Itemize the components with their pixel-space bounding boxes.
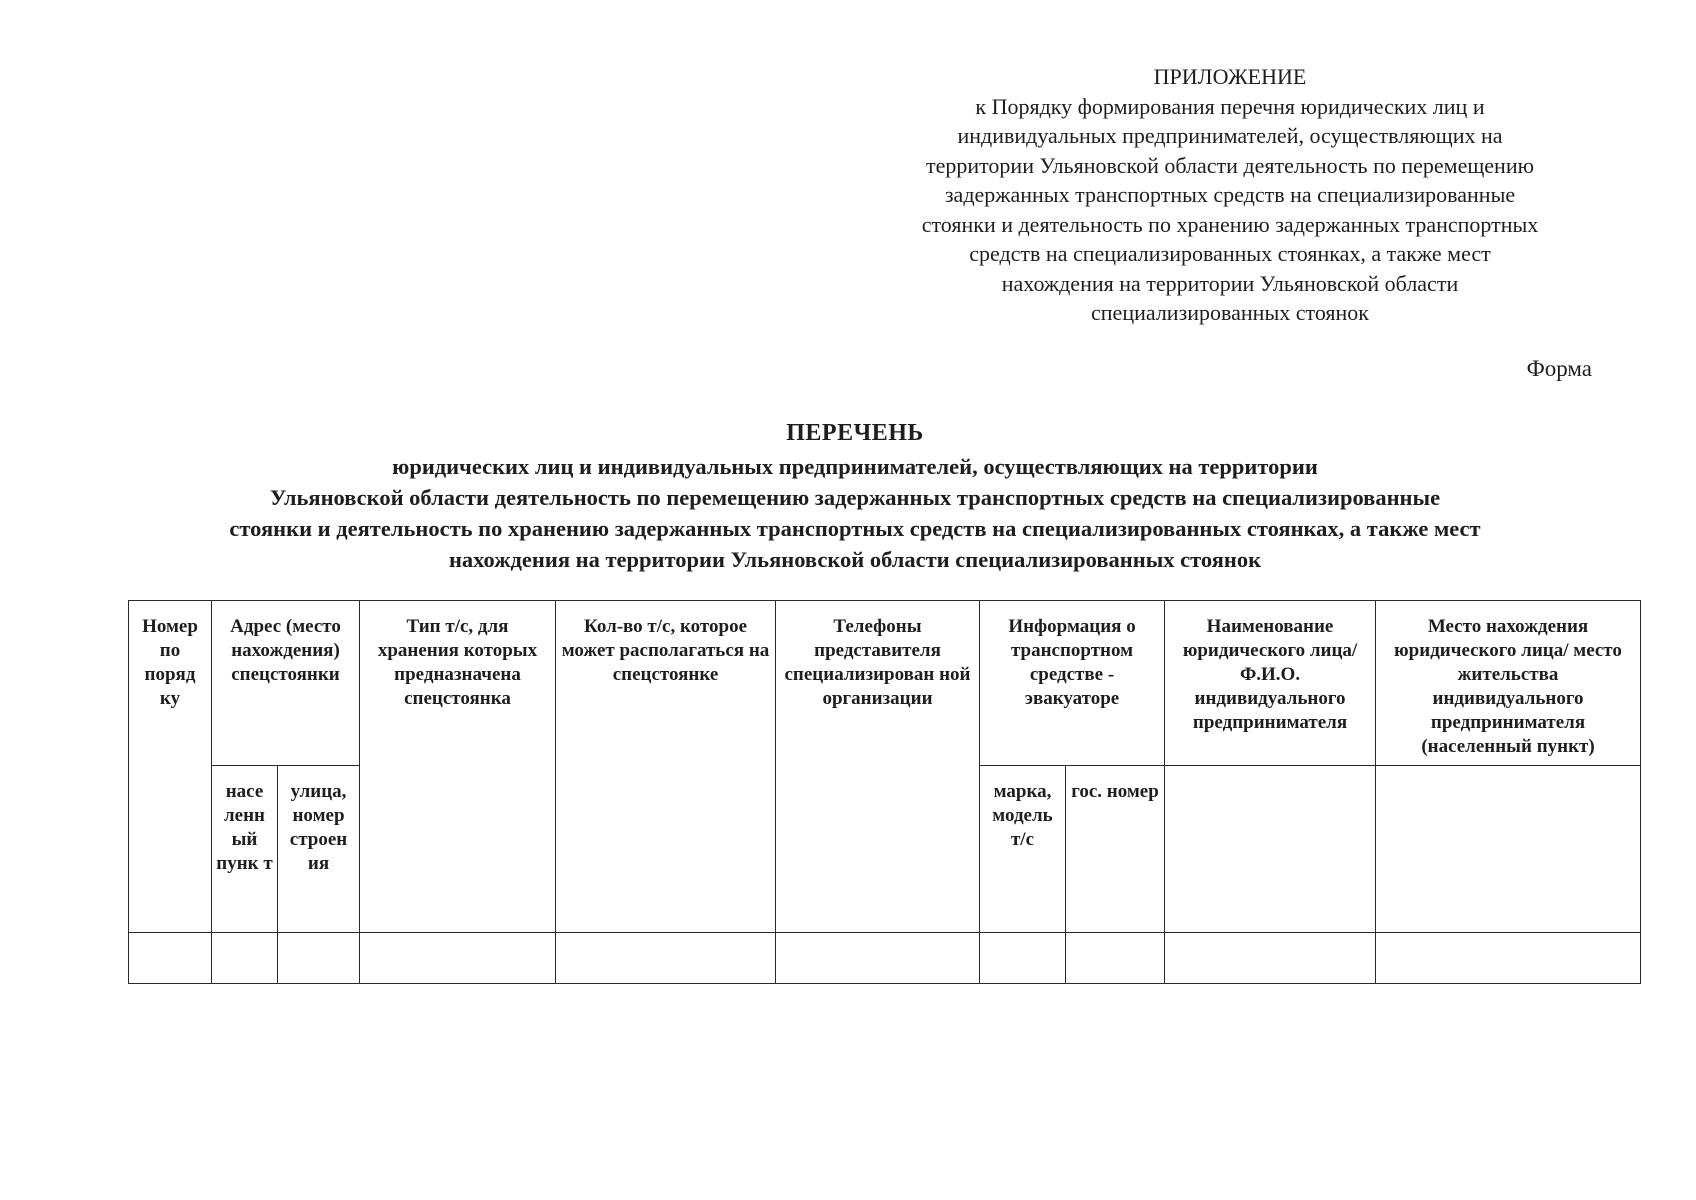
header-number: Номер по поряд ку	[129, 601, 212, 933]
subheader-location-empty	[1376, 766, 1641, 933]
empty-cell[interactable]	[980, 933, 1066, 984]
header-address: Адрес (место нахождения) спецстоянки	[212, 601, 360, 766]
appendix-line: специализированных стоянок	[1091, 300, 1369, 325]
empty-cell[interactable]	[278, 933, 360, 984]
empty-row	[129, 933, 1641, 984]
subheader-locality: насе ленн ый пунк т	[212, 766, 278, 933]
appendix-line: задержанных транспортных средств на специализированные	[944, 182, 1516, 207]
title-line: юридических лиц и индивидуальных предпринимателей, осуществляющих на территории	[392, 454, 1318, 479]
header-name: Наименование юридического лица/ Ф.И.О. индивидуального предпринимателя	[1165, 601, 1376, 766]
appendix-line: стоянки и деятельность по хранению задержанных транспортных	[921, 211, 1539, 237]
registry-table	[128, 600, 1641, 984]
header-location: Место нахождения юридического лица/ место жительства индивидуального предпринимателя (населенный пункт)	[1376, 601, 1641, 766]
appendix-block	[840, 62, 1620, 328]
empty-cell[interactable]	[212, 933, 278, 984]
empty-cell[interactable]	[1066, 933, 1165, 984]
empty-cell[interactable]	[129, 933, 212, 984]
header-phones: Телефоны представителя специализирован ной организации	[776, 601, 980, 933]
header-row	[129, 601, 1641, 766]
appendix-line: индивидуальных предпринимателей, осуществляющих на	[957, 123, 1503, 148]
appendix-line: средств на специализированных стоянках, а также мест	[969, 241, 1491, 266]
title-line: нахождения на территории Ульяновской области специализированных стоянок	[448, 547, 1262, 572]
document-title	[110, 420, 1600, 575]
subheader-name-empty	[1165, 766, 1376, 933]
empty-cell[interactable]	[1376, 933, 1641, 984]
appendix-line: к Порядку формирования перечня юридических лиц и	[975, 93, 1485, 119]
subheader-plate: гос. номер	[1066, 766, 1165, 933]
appendix-line: нахождения на территории Ульяновской области	[1001, 270, 1459, 296]
empty-cell[interactable]	[776, 933, 980, 984]
subheader-make-model: марка, модель т/с	[980, 766, 1066, 933]
title-line: стоянки и деятельность по хранению задержанных транспортных средств на специализированных стоянках, а также мест	[229, 516, 1481, 541]
header-capacity: Кол-во т/с, которое может располагаться на спецстоянке	[556, 601, 776, 933]
title-line: Ульяновской области деятельность по перемещению задержанных транспортных средств на специализированные	[269, 485, 1441, 510]
empty-cell[interactable]	[360, 933, 556, 984]
empty-cell[interactable]	[556, 933, 776, 984]
appendix-line: территории Ульяновской области деятельность по перемещению	[925, 152, 1535, 178]
form-label: Форма	[1526, 356, 1592, 381]
title-main: ПЕРЕЧЕНЬ	[786, 420, 924, 446]
header-tow-info: Информация о транспортном средстве - эвакуаторе	[980, 601, 1165, 766]
empty-cell[interactable]	[1165, 933, 1376, 984]
appendix-heading: ПРИЛОЖЕНИЕ	[1153, 64, 1307, 89]
subheader-street: улица, номер строен ия	[278, 766, 360, 933]
header-vehicle-type: Тип т/с, для хранения которых предназначена спецстоянка	[360, 601, 556, 933]
